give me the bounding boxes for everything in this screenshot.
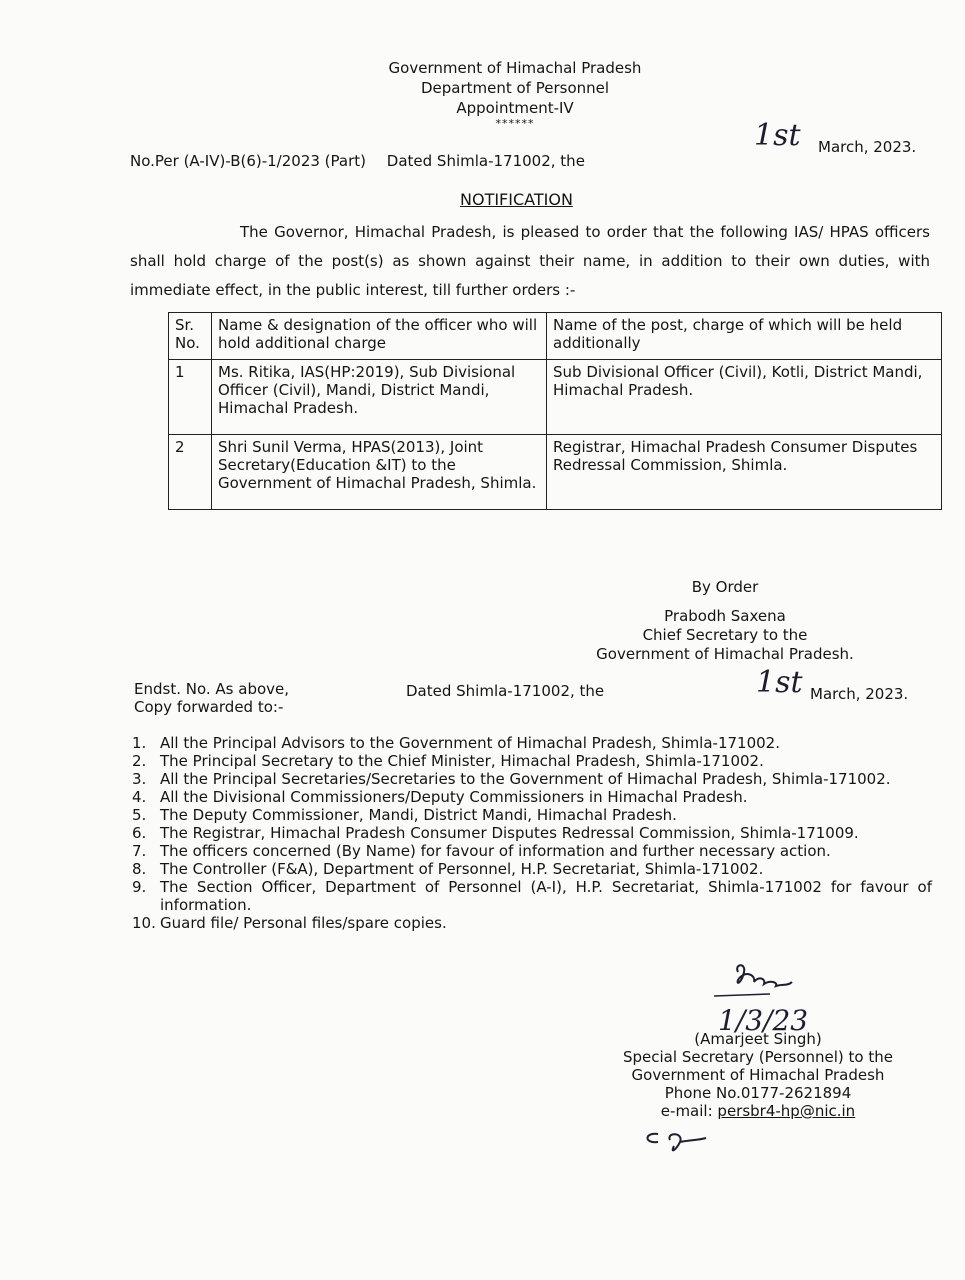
list-item: 8. The Controller (F&A), Department of Personnel, H.P. Secretariat, Shimla-171002. [132, 860, 764, 878]
header-sr-no: Sr. No. [169, 313, 212, 360]
list-item: 2. The Principal Secretary to the Chief Minister, Himachal Pradesh, Shimla-171002. [132, 752, 764, 770]
letterhead-stars: ****** [495, 117, 535, 130]
reference-line [130, 152, 585, 170]
list-item: 7. The officers concerned (By Name) for favour of information and further necessary action. [132, 842, 831, 860]
signatory-block [598, 1030, 918, 1120]
signature-date: 1/3/23 [718, 1004, 809, 1037]
handwritten-day-bottom: 1st [756, 665, 803, 700]
charge-table [168, 312, 942, 510]
chief-secretary-government: Government of Himachal Pradesh. [596, 645, 854, 663]
list-item: 3. All the Principal Secretaries/Secretaries to the Government of Himachal Pradesh, Shimla-171002. [132, 770, 891, 788]
list-item: 6. The Registrar, Himachal Pradesh Consumer Disputes Redressal Commission, Shimla-171009. [132, 824, 859, 842]
by-order-block [580, 578, 870, 664]
signature-scribble [700, 960, 840, 1040]
letterhead [330, 58, 700, 130]
endorsement-copy-label: Copy forwarded to:- [134, 698, 284, 716]
notification-intro [130, 218, 930, 305]
reference-dated: Dated Shimla-171002, the [386, 152, 585, 170]
endorsement-month-year: March, 2023. [810, 685, 909, 703]
table-row [169, 360, 942, 435]
signatory-government: Government of Himachal Pradesh [631, 1066, 885, 1084]
endorsement-dated: Dated Shimla-171002, the [406, 682, 605, 700]
row-sr-no: 1 [169, 360, 212, 435]
endorsement-number: Endst. No. As above, [134, 680, 290, 698]
header-post-name: Name of the post, charge of which will be held additionally [547, 313, 942, 360]
list-item: 1. All the Principal Advisors to the Government of Himachal Pradesh, Shimla-171002. [132, 734, 780, 752]
chief-secretary-name: Prabodh Saxena [664, 607, 786, 625]
initials-scribble [640, 1128, 710, 1158]
table-header-row [169, 313, 942, 360]
letterhead-government: Government of Himachal Pradesh [388, 59, 642, 77]
row-sr-no: 2 [169, 435, 212, 510]
letterhead-department: Department of Personnel [420, 79, 610, 97]
header-officer-name: Name & designation of the officer who will hold additional charge [212, 313, 547, 360]
endorsement-block [134, 680, 289, 716]
notification-title: NOTIFICATION [460, 190, 573, 209]
copy-list [132, 734, 932, 932]
handwritten-day-top: 1st [754, 118, 801, 153]
row-officer-name: Shri Sunil Verma, HPAS(2013), Joint Secretary(Education &IT) to the Government of Himachal Pradesh, Shimla. [212, 435, 547, 510]
by-order-label: By Order [691, 578, 759, 596]
email-label: e-mail: [660, 1102, 713, 1120]
chief-secretary-designation: Chief Secretary to the [642, 626, 808, 644]
list-item: 10. Guard file/ Personal files/spare copies. [132, 914, 447, 932]
list-item: 5. The Deputy Commissioner, Mandi, District Mandi, Himachal Pradesh. [132, 806, 677, 824]
reference-month-year: March, 2023. [818, 138, 917, 156]
list-item: 9. The Section Officer, Department of Personnel (A-I), H.P. Secretariat, Shimla-171002 for favour of information. [132, 878, 932, 914]
table-row [169, 435, 942, 510]
email-link[interactable]: persbr4-hp@nic.in [717, 1102, 856, 1120]
signatory-designation: Special Secretary (Personnel) to the [623, 1048, 893, 1066]
signatory-phone: Phone No.0177-2621894 [664, 1084, 852, 1102]
row-post-name: Sub Divisional Officer (Civil), Kotli, District Mandi, Himachal Pradesh. [547, 360, 942, 435]
signatory-name: (Amarjeet Singh) [694, 1030, 822, 1048]
list-item: 4. All the Divisional Commissioners/Deputy Commissioners in Himachal Pradesh. [132, 788, 748, 806]
row-officer-name: Ms. Ritika, IAS(HP:2019), Sub Divisional Officer (Civil), Mandi, District Mandi, Himachal Pradesh. [212, 360, 547, 435]
reference-number: No.Per (A-IV)-B(6)-1/2023 (Part) [130, 152, 366, 170]
row-post-name: Registrar, Himachal Pradesh Consumer Disputes Redressal Commission, Shimla. [547, 435, 942, 510]
intro-text: The Governor, Himachal Pradesh, is pleased to order that the following IAS/ HPAS officers shall hold charge of the post(s) as shown against their name, in addition to their own duties, with immediate effect, in the public interest, till further orders :- [130, 223, 930, 299]
signatory-email-line [598, 1102, 918, 1120]
letterhead-branch: Appointment-IV [456, 99, 574, 117]
